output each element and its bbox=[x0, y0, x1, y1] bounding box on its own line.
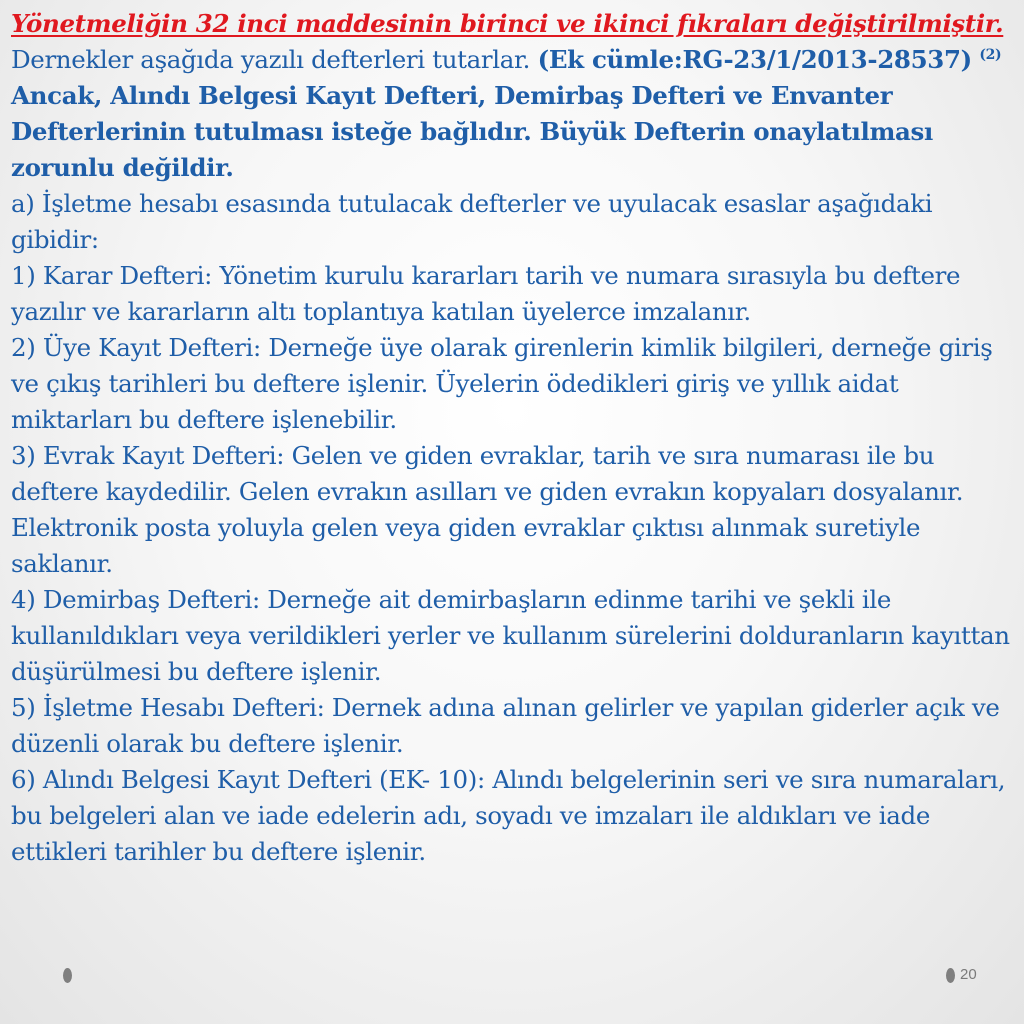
section-a-heading: a) İşletme hesabı esasında tutulacak defterler ve uyulacak esaslar aşağıdaki gibidir: bbox=[11, 189, 933, 254]
list-item-demirbas-defteri: 4) Demirbaş Defteri: Derneğe ait demirbaşların edinme tarihi ve şekli ile kullanıldıkları veya verildikleri yerler ve kullanım sürelerini dolduranların kayıttan düşürülmesi bu deftere işlenir. bbox=[11, 585, 1010, 686]
intro-text: Dernekler aşağıda yazılı defterleri tutarlar. bbox=[11, 45, 531, 74]
optional-books-note: Ancak, Alındı Belgesi Kayıt Defteri, Demirbaş Defteri ve Envanter Defterlerinin tutulması isteğe bağlıdır. Büyük Defterin onaylatılması zorunlu değildir. bbox=[11, 81, 933, 182]
list-item-alindi-belgesi-defteri: 6) Alındı Belgesi Kayıt Defteri (EK- 10): Alındı belgelerinin seri ve sıra numaraları, bu belgeleri alan ve iade edelerin adı, soyadı ve imzaları ile aldıkları ve iade ettikleri tarihler bu deftere işlenir. bbox=[11, 765, 1006, 866]
list-item-karar-defteri: 1) Karar Defteri: Yönetim kurulu kararları tarih ve numara sırasıyla bu deftere yazılır ve kararların altı toplantıya katılan üyelerce imzalanır. bbox=[11, 261, 961, 326]
intro-citation: (Ek cümle:RG-23/1/2013-28537) bbox=[537, 45, 972, 74]
list-item-evrak-kayit-defteri: 3) Evrak Kayıt Defteri: Gelen ve giden evraklar, tarih ve sıra numarası ile bu deftere kaydedilir. Gelen evrakın asılları ve giden evrakın kopyaları dosyalanır. Elektronik posta yoluyla gelen veya giden evraklar çıktısı alınmak suretiyle saklanır. bbox=[11, 441, 964, 578]
list-item-isletme-hesabi-defteri: 5) İşletme Hesabı Defteri: Dernek adına alınan gelirler ve yapılan giderler açık ve düzenli olarak bu deftere işlenir. bbox=[11, 693, 1000, 758]
intro-paragraph bbox=[11, 42, 1016, 186]
footer-right-dot-icon bbox=[946, 968, 955, 983]
slide-body bbox=[11, 6, 1016, 870]
amendment-title-text: Yönetmeliğin 32 inci maddesinin birinci ve ikinci fıkraları değiştirilmiştir. bbox=[11, 9, 1004, 38]
footnote-reference: (2) bbox=[979, 47, 1002, 63]
footer-left-dot-icon bbox=[63, 968, 72, 983]
amendment-title bbox=[11, 6, 1016, 42]
list-item-uye-kayit-defteri: 2) Üye Kayıt Defteri: Derneğe üye olarak girenlerin kimlik bilgileri, derneğe giriş ve çıkış tarihleri bu deftere işlenir. Üyelerin ödedikleri giriş ve yıllık aidat miktarları bu deftere işlenebilir. bbox=[11, 333, 993, 434]
page-number: 20 bbox=[960, 966, 977, 983]
